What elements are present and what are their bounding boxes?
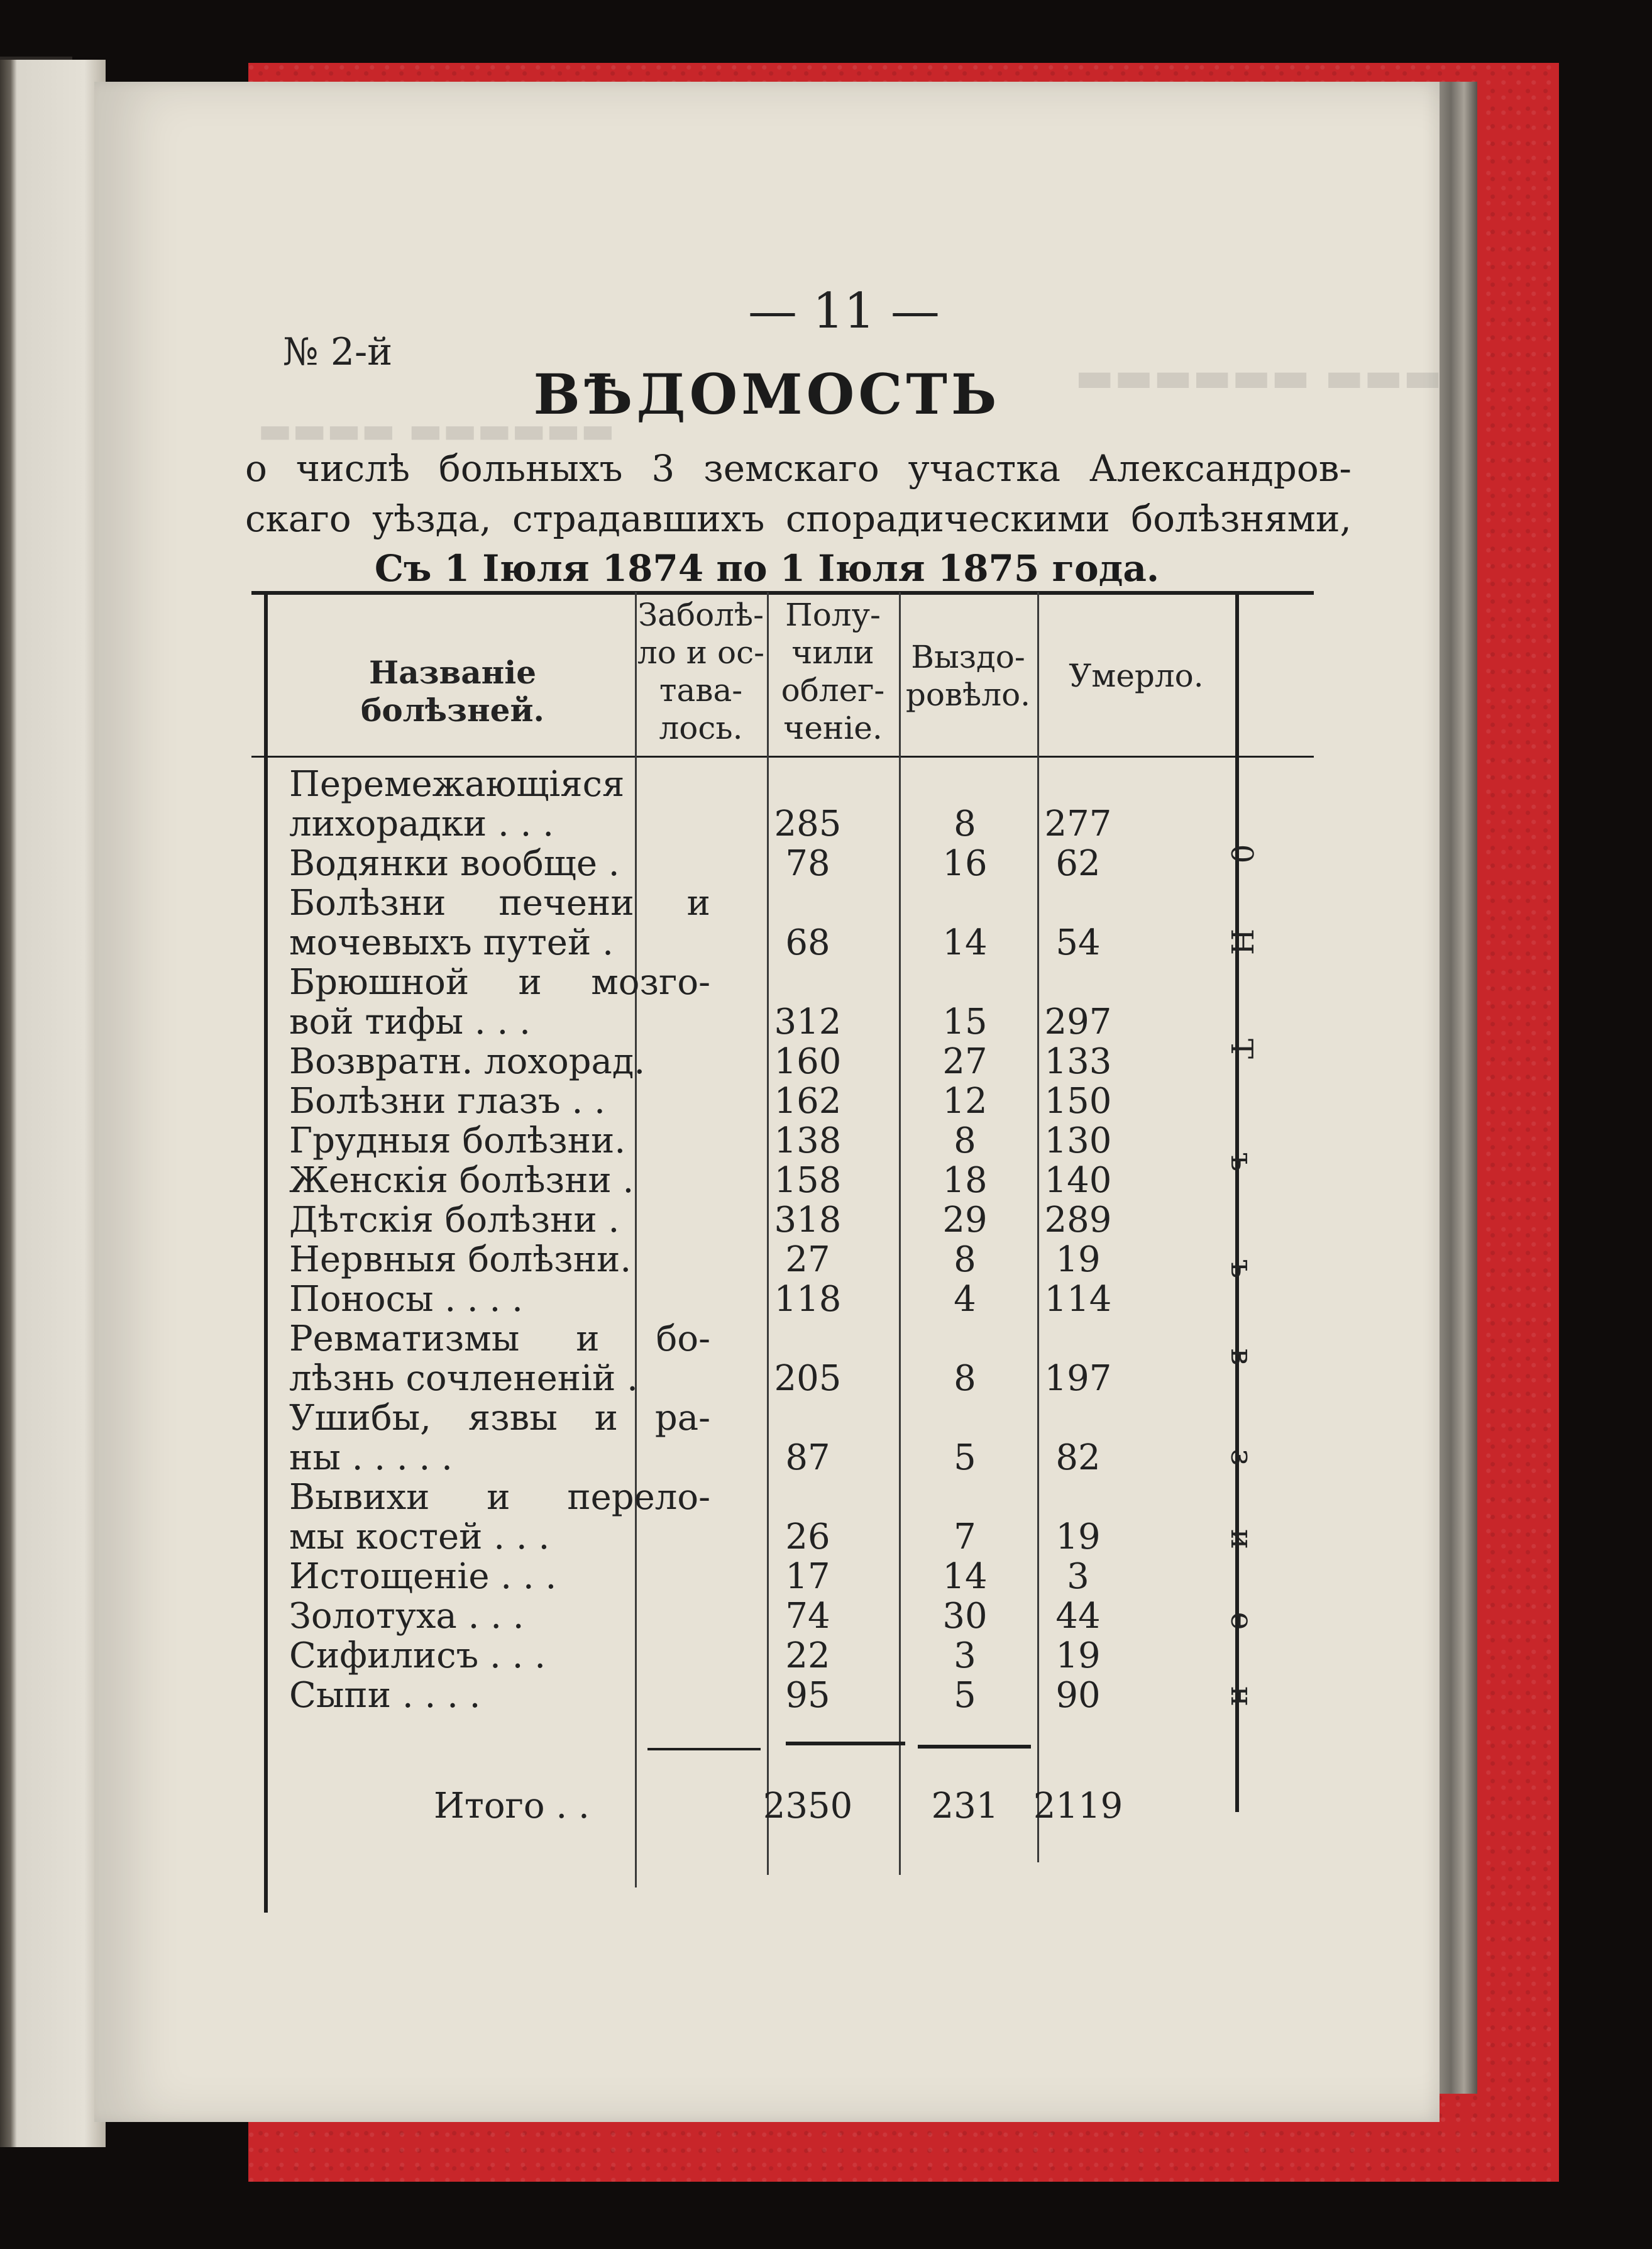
disease-name: Женскія болѣзни . (289, 1160, 634, 1201)
cell-recovered: 277 (1044, 804, 1112, 844)
cell-recovered: 140 (1044, 1160, 1112, 1201)
cell-recovered: 130 (1044, 1120, 1112, 1161)
table-row (94, 764, 1440, 803)
cell-relief: 4 (954, 1279, 976, 1320)
disease-name: лѣзнь сочлененій . (289, 1358, 638, 1399)
cell-sick: 118 (774, 1279, 842, 1320)
cell-sick: 26 (785, 1517, 830, 1557)
cell-relief: 14 (942, 922, 988, 963)
cell-relief: 27 (942, 1041, 988, 1082)
cell-recovered: 44 (1055, 1596, 1101, 1637)
vertical-letter: H (1224, 929, 1259, 955)
page-number: — 11 — (748, 283, 940, 340)
cell-relief: 18 (942, 1160, 988, 1201)
cell-recovered: 297 (1044, 1002, 1112, 1042)
disease-name: вой тифы . . . (289, 1002, 531, 1042)
cell-recovered: 289 (1044, 1200, 1112, 1241)
cell-relief: 5 (954, 1675, 976, 1716)
total-rule (647, 1748, 761, 1750)
vertical-letter: з (1224, 1449, 1259, 1466)
cell-sick: 162 (774, 1081, 842, 1122)
cell-sick: 285 (774, 804, 842, 844)
bleed-through-texture: ▬▬▬ ▬▬▬▬▬▬ (1075, 352, 1443, 401)
header-recovered: Выздо- ровѣло. (905, 639, 1031, 713)
cell-relief: 15 (942, 1002, 988, 1042)
cell-sick: 27 (785, 1239, 830, 1280)
subtitle-line: скаго уѣзда, страдавшихъ спорадическими болѣзнями, (245, 497, 1352, 540)
form-number: № 2-й (283, 330, 393, 374)
subtitle-line: о числѣ больныхъ 3 земскаго участка Александров- (245, 447, 1352, 490)
disease-name: Ушибы, язвы и ра- (289, 1398, 710, 1439)
table-row (94, 1477, 1440, 1516)
cell-sick: 22 (785, 1635, 830, 1676)
cell-recovered: 82 (1055, 1437, 1101, 1478)
cell-relief: 5 (954, 1437, 976, 1478)
cell-relief: 3 (954, 1635, 976, 1676)
cell-relief: 30 (942, 1596, 988, 1637)
cell-sick: 87 (785, 1437, 830, 1478)
total-sick: 2350 (763, 1786, 853, 1826)
cell-recovered: 197 (1044, 1358, 1112, 1399)
cell-recovered: 19 (1055, 1517, 1101, 1557)
disease-name: Водянки вообще . (289, 843, 620, 884)
disease-name: Ревматизмы и бо- (289, 1318, 710, 1359)
total-rule (786, 1742, 905, 1745)
cell-relief: 14 (942, 1556, 988, 1597)
table-row (94, 1556, 1440, 1595)
disease-name: Болѣзни глазъ . . (289, 1081, 605, 1122)
vertical-letter: ъ (1224, 1259, 1259, 1279)
cell-relief: 8 (954, 804, 976, 844)
report-period: Съ 1 Іюля 1874 по 1 Іюля 1875 года. (374, 547, 1160, 590)
cell-relief: 12 (942, 1081, 988, 1122)
cell-recovered: 62 (1055, 843, 1101, 884)
disease-name: Истощеніе . . . (289, 1556, 557, 1597)
cell-sick: 68 (785, 922, 830, 963)
disease-name: Вывихи и перело- (289, 1477, 710, 1518)
left-facing-page (0, 60, 106, 2147)
disease-name: лихорадки . . . (289, 804, 554, 844)
cell-recovered: 114 (1044, 1279, 1112, 1320)
total-relief: 231 (931, 1786, 999, 1826)
disease-name: Сыпи . . . . (289, 1675, 481, 1716)
vertical-letter: T (1224, 1038, 1259, 1059)
disease-name: Брюшной и мозго- (289, 962, 710, 1003)
cell-recovered: 54 (1055, 922, 1101, 963)
total-row (94, 1786, 1440, 1825)
disease-name: Дѣтскія болѣзни . (289, 1200, 620, 1241)
disease-name: мы костей . . . (289, 1517, 550, 1557)
cell-relief: 16 (942, 843, 988, 884)
cell-sick: 74 (785, 1596, 830, 1637)
header-disease-name: Названіе болѣзней. (361, 654, 544, 729)
bleed-through-texture: ▬▬▬▬▬▬ ▬▬▬▬ (258, 409, 615, 451)
cell-sick: 205 (774, 1358, 842, 1399)
table-row (94, 1081, 1440, 1120)
cell-sick: 17 (785, 1556, 830, 1597)
cell-recovered: 19 (1055, 1635, 1101, 1676)
header-relief: Полу- чили облег- ченіе. (781, 597, 885, 746)
table-top-rule (251, 591, 1314, 595)
cell-relief: 8 (954, 1358, 976, 1399)
cell-recovered: 19 (1055, 1239, 1101, 1280)
cell-sick: 158 (774, 1160, 842, 1201)
document-page (94, 82, 1443, 2122)
disease-name: Нервныя болѣзни. (289, 1239, 632, 1280)
cell-sick: 95 (785, 1675, 830, 1716)
document-subtitle (245, 443, 1352, 544)
vertical-letter: e (1224, 1611, 1259, 1630)
disease-name: Грудныя болѣзни. (289, 1120, 626, 1161)
cell-sick: 318 (774, 1200, 842, 1241)
cell-sick: 138 (774, 1120, 842, 1161)
total-label: Итого . . (434, 1786, 590, 1826)
cell-relief: 8 (954, 1239, 976, 1280)
disease-name: Возвратн. лохорад. (289, 1041, 646, 1082)
cell-sick: 78 (785, 843, 830, 884)
cell-sick: 160 (774, 1041, 842, 1082)
table-row (94, 962, 1440, 1001)
cell-recovered: 150 (1044, 1081, 1112, 1122)
cell-sick: 312 (774, 1002, 842, 1042)
disease-name: Сифилисъ . . . (289, 1635, 546, 1676)
table-row (94, 883, 1440, 922)
table-row (94, 1398, 1440, 1437)
vertical-letter: н (1224, 1686, 1259, 1706)
total-rule (918, 1745, 1031, 1749)
disease-name: Поносы . . . . (289, 1279, 523, 1320)
cell-recovered: 3 (1067, 1556, 1089, 1597)
vertical-letter: в (1224, 1348, 1259, 1366)
vertical-letter: и (1224, 1529, 1259, 1549)
cell-relief: 29 (942, 1200, 988, 1241)
vertical-letter: ъ (1224, 1152, 1259, 1172)
disease-name: Болѣзни печени и (289, 883, 710, 924)
table-header-rule (251, 756, 1314, 758)
disease-name: мочевыхъ путей . (289, 922, 614, 963)
header-sick: Заболѣ- ло и ос- тава- лось. (637, 597, 764, 746)
vertical-letter: 0 (1224, 844, 1259, 864)
table-row (94, 1200, 1440, 1239)
cell-relief: 7 (954, 1517, 976, 1557)
total-recovered: 2119 (1033, 1786, 1123, 1826)
disease-name: Перемежающіяся (289, 764, 625, 805)
header-died: Умерло. (1069, 658, 1204, 694)
disease-name: Золотуха . . . (289, 1596, 524, 1637)
cell-recovered: 90 (1055, 1675, 1101, 1716)
cell-recovered: 133 (1044, 1041, 1112, 1082)
cell-relief: 8 (954, 1120, 976, 1161)
document-title: ВѢДОМОСТЬ (533, 362, 1001, 427)
disease-name: ны . . . . . (289, 1437, 453, 1478)
